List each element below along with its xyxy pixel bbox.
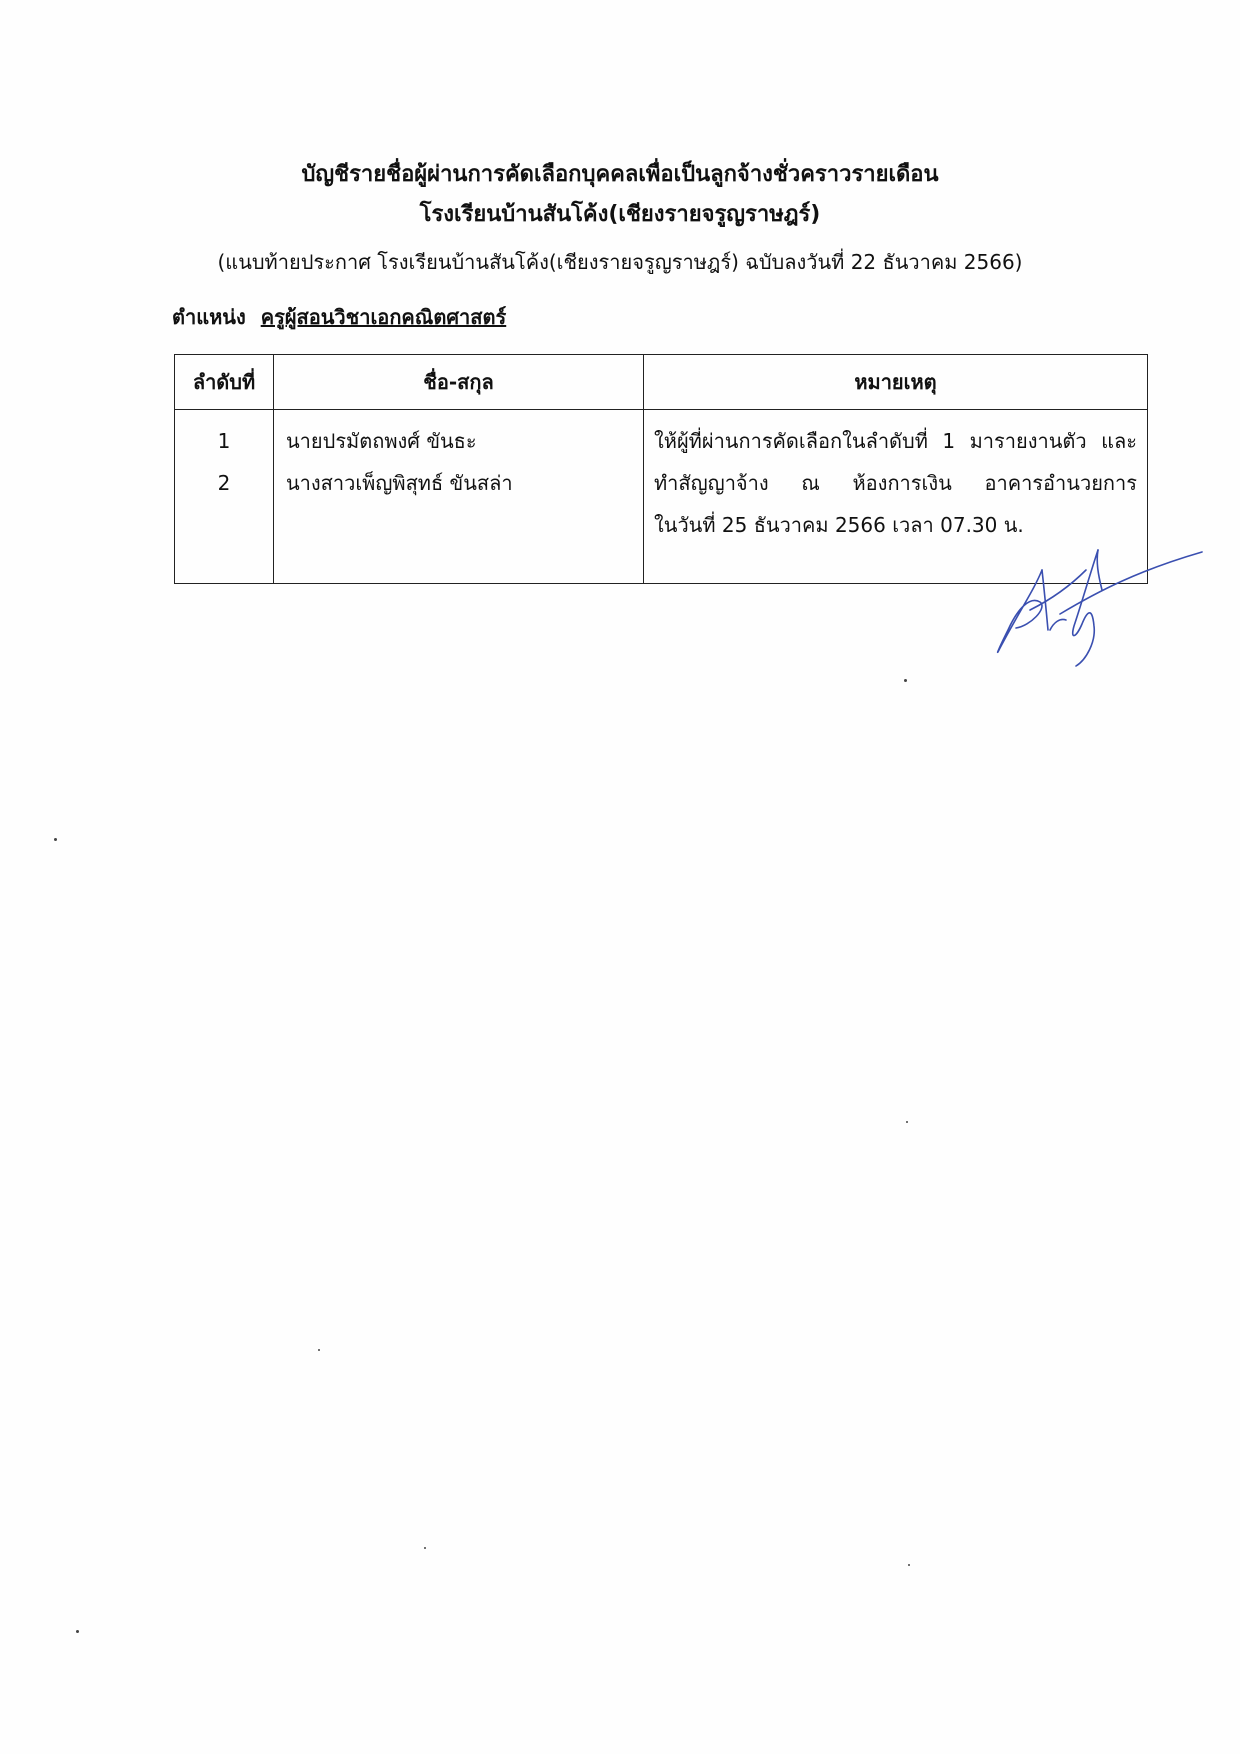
position-line (172, 302, 506, 332)
scan-speck (906, 1121, 908, 1123)
scan-speck (76, 1630, 79, 1633)
document-title: บัญชีรายชื่อผู้ผ่านการคัดเลือกบุคคลเพื่อเป็นลูกจ้างชั่วคราวรายเดือน (301, 162, 939, 187)
remark-line: ทำสัญญาจ้าง ณ ห้องการเงิน อาคารอำนวยการ (654, 471, 1137, 495)
handwritten-signature (990, 530, 1205, 670)
announcement-reference: (แนบท้ายประกาศ โรงเรียนบ้านสันโค้ง(เชียงรายจรูญราษฎร์) ฉบับลงวันที่ 22 ธันวาคม 2566) (217, 250, 1023, 274)
remark-line: ในวันที่ 25 ธันวาคม 2566 เวลา 07.30 น. (654, 513, 1024, 537)
scan-speck (424, 1547, 426, 1549)
position-value: ครูผู้สอนวิชาเอกคณิตศาสตร์ (260, 305, 507, 329)
scan-speck (54, 838, 57, 841)
candidate-name: นายปรมัตถพงศ์ ขันธะ (286, 429, 477, 453)
scan-speck (908, 1564, 910, 1566)
remark-line: ให้ผู้ที่ผ่านการคัดเลือกในลำดับที่ 1 มารายงานตัว และ (654, 429, 1137, 453)
header-name: ชื่อ-สกุล (274, 355, 644, 410)
header-remark: หมายเหตุ (644, 355, 1148, 410)
school-name: โรงเรียนบ้านสันโค้ง(เชียงรายจรูญราษฎร์) (419, 202, 821, 227)
order-cell (175, 410, 274, 584)
name-cell (274, 410, 644, 584)
candidate-name: นางสาวเพ็ญพิสุทธ์ ขันสล่า (286, 471, 513, 495)
scan-speck (318, 1349, 320, 1351)
position-label: ตำแหน่ง (172, 305, 246, 329)
table-header-row (175, 355, 1148, 410)
order-number: 1 (217, 429, 231, 453)
header-order: ลำดับที่ (175, 355, 274, 410)
scan-speck (904, 679, 907, 682)
order-number: 2 (217, 471, 231, 495)
